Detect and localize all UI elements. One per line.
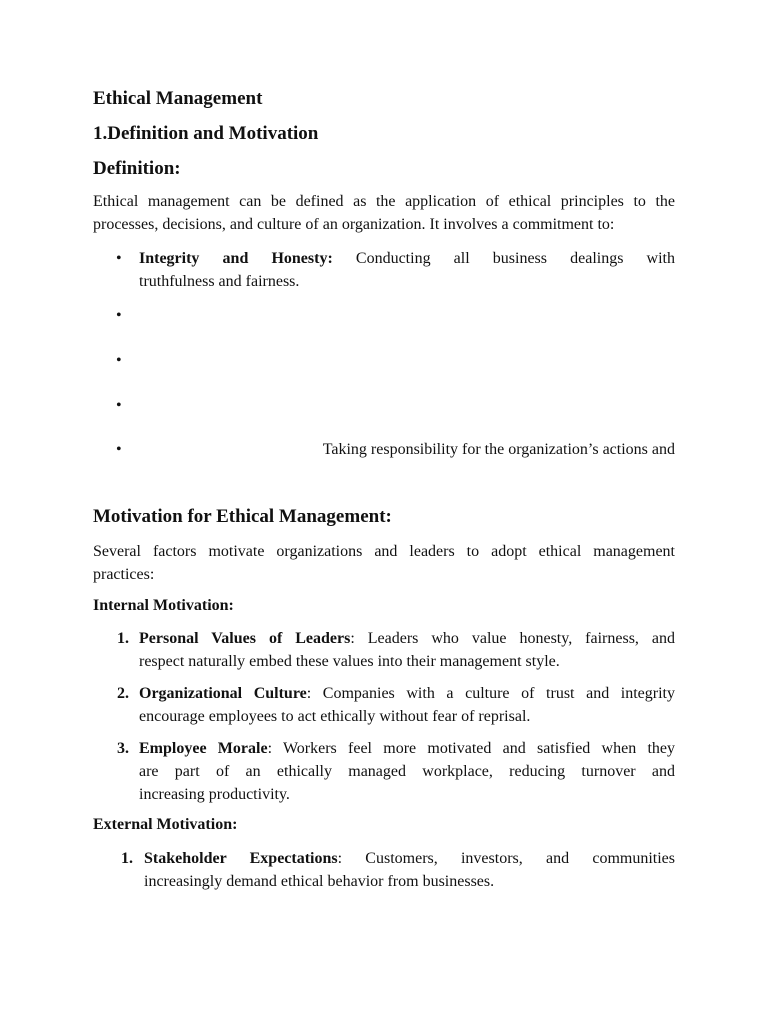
list-text: : Leaders who value honesty, fairness, and bbox=[350, 630, 676, 647]
bullet-item-integrity bbox=[139, 247, 675, 293]
list-text: : Companies with a culture of trust and integrity bbox=[306, 685, 675, 702]
motivation-paragraph bbox=[93, 540, 675, 586]
list-line: respect naturally embed these values into their management style. bbox=[139, 653, 560, 670]
list-number: 1. bbox=[121, 850, 133, 867]
list-item-personal-values bbox=[139, 627, 675, 673]
motivation-heading: Motivation for Ethical Management: bbox=[93, 506, 392, 527]
bullet-line: truthfulness and fairness. bbox=[139, 273, 300, 290]
list-line: increasingly demand ethical behavior from businesses. bbox=[144, 873, 495, 890]
bullet-bold-label: Integrity and Honesty: bbox=[139, 250, 333, 267]
external-motivation-heading: External Motivation: bbox=[93, 816, 238, 833]
bullet-marker: • bbox=[116, 307, 122, 324]
section-heading-definition-motivation: 1.Definition and Motivation bbox=[93, 123, 319, 144]
list-line bbox=[139, 737, 675, 760]
paragraph-line: Several factors motivate organizations and leaders to adopt ethical management bbox=[93, 543, 675, 560]
internal-motivation-heading: Internal Motivation: bbox=[93, 597, 234, 614]
list-line bbox=[139, 627, 675, 650]
bullet-item-responsibility: Taking responsibility for the organization’s actions and bbox=[322, 441, 675, 458]
list-bold-label: Organizational Culture bbox=[139, 685, 307, 702]
list-item-stakeholder-expectations bbox=[144, 847, 675, 893]
list-line bbox=[144, 847, 675, 870]
bullet-marker: • bbox=[116, 441, 122, 458]
paragraph-line: practices: bbox=[93, 566, 155, 583]
list-text: : Workers feel more motivated and satisfied when they bbox=[267, 740, 676, 757]
bullet-marker: • bbox=[116, 397, 122, 414]
list-number: 3. bbox=[117, 740, 129, 757]
bullet-marker: • bbox=[116, 250, 122, 267]
list-item-organizational-culture bbox=[139, 682, 675, 728]
list-text: : Customers, investors, and communities bbox=[337, 850, 675, 867]
paragraph-line: Ethical management can be defined as the application of ethical principles to the bbox=[93, 193, 675, 210]
list-line: are part of an ethically managed workplace, reducing turnover and bbox=[139, 763, 675, 780]
list-bold-label: Employee Morale bbox=[139, 740, 268, 757]
definition-paragraph bbox=[93, 190, 675, 236]
paragraph-line: processes, decisions, and culture of an organization. It involves a commitment to: bbox=[93, 216, 615, 233]
list-line: encourage employees to act ethically without fear of reprisal. bbox=[139, 708, 531, 725]
list-number: 2. bbox=[117, 685, 129, 702]
list-number: 1. bbox=[117, 630, 129, 647]
list-line: increasing productivity. bbox=[139, 786, 290, 803]
list-bold-label: Stakeholder Expectations bbox=[144, 850, 338, 867]
document-title: Ethical Management bbox=[93, 88, 263, 109]
bullet-text: Conducting all business dealings with bbox=[355, 250, 676, 267]
list-line bbox=[139, 682, 675, 705]
list-item-employee-morale bbox=[139, 737, 675, 806]
bullet-marker: • bbox=[116, 352, 122, 369]
bullet-line bbox=[139, 247, 675, 270]
list-bold-label: Personal Values of Leaders bbox=[139, 630, 351, 647]
definition-heading: Definition: bbox=[93, 158, 181, 179]
